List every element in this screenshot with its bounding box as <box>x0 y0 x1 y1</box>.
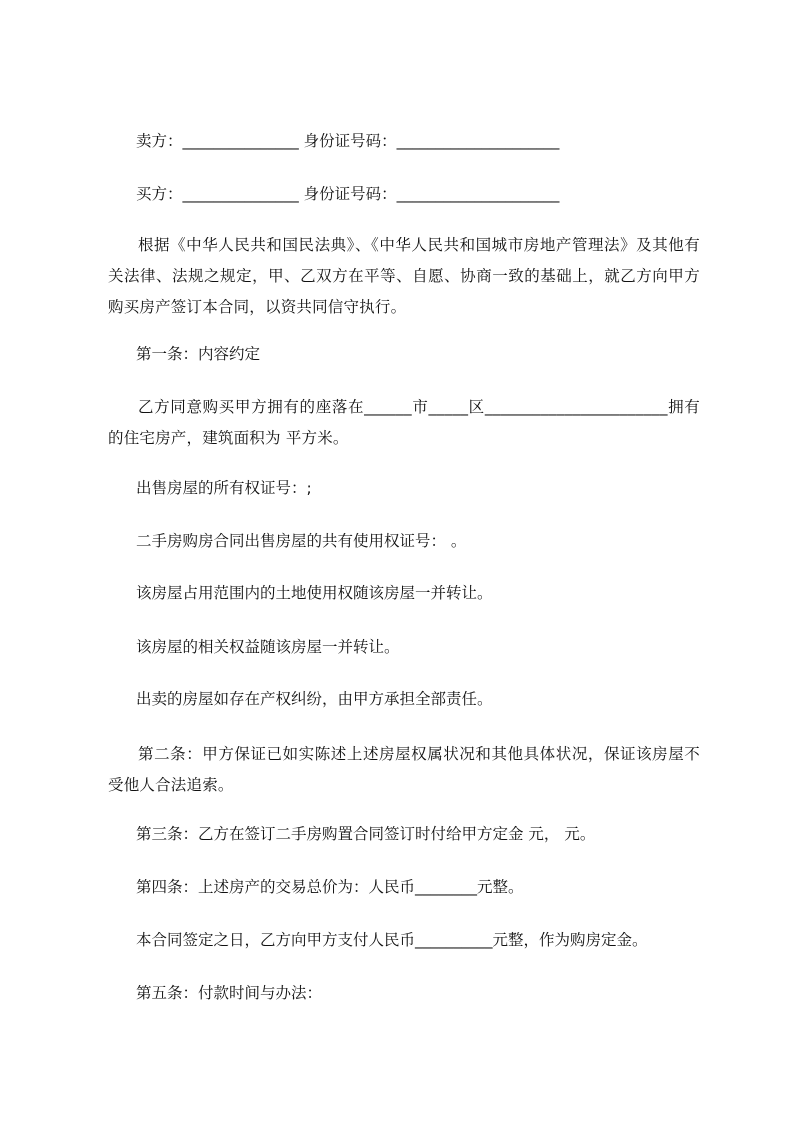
ownership-cert-line: 出售房屋的所有权证号：; <box>136 479 312 497</box>
article3-line: 第三条：乙方在签订二手房购置合同签订时付给甲方定金 元， 元。 <box>136 825 596 843</box>
dispute-clause-line: 出卖的房屋如存在产权纠纷，由甲方承担全部责任。 <box>136 690 493 708</box>
shared-use-cert-line: 二手房购房合同出售房屋的共有使用权证号： 。 <box>136 532 467 550</box>
buyer-line: 买方：_______________ 身份证号码：_____________________ <box>136 185 560 203</box>
deposit-clause-line: 本合同签定之日，乙方向甲方支付人民币__________元整，作为购房定金。 <box>136 931 648 949</box>
seller-line: 卖方：_______________ 身份证号码：_____________________ <box>136 132 560 150</box>
article1-title: 第一条：内容约定 <box>136 345 261 363</box>
article5-title: 第五条：付款时间与办法： <box>136 984 323 1002</box>
article4-line: 第四条：上述房产的交易总价为：人民币________元整。 <box>136 878 524 896</box>
rights-transfer-line: 该房屋的相关权益随该房屋一并转让。 <box>136 638 400 656</box>
article1-location-paragraph: 乙方同意购买甲方拥有的座落在______市_____区_______________________拥有的住宅房产，建筑面积为 平方米。 <box>108 398 700 447</box>
preamble-paragraph: 根据《中华人民共和国民法典》、《中华人民共和国城市房地产管理法》及其他有关法律、法规之规定，甲、乙双方在平等、自愿、协商一致的基础上，就乙方向甲方购买房产签订本合同，以资共同信守执行。 <box>108 236 700 316</box>
land-use-transfer-line: 该房屋占用范围内的土地使用权随该房屋一并转让。 <box>136 584 493 602</box>
article2-paragraph: 第二条：甲方保证已如实陈述上述房屋权属状况和其他具体状况，保证该房屋不受他人合法追索。 <box>108 745 700 794</box>
